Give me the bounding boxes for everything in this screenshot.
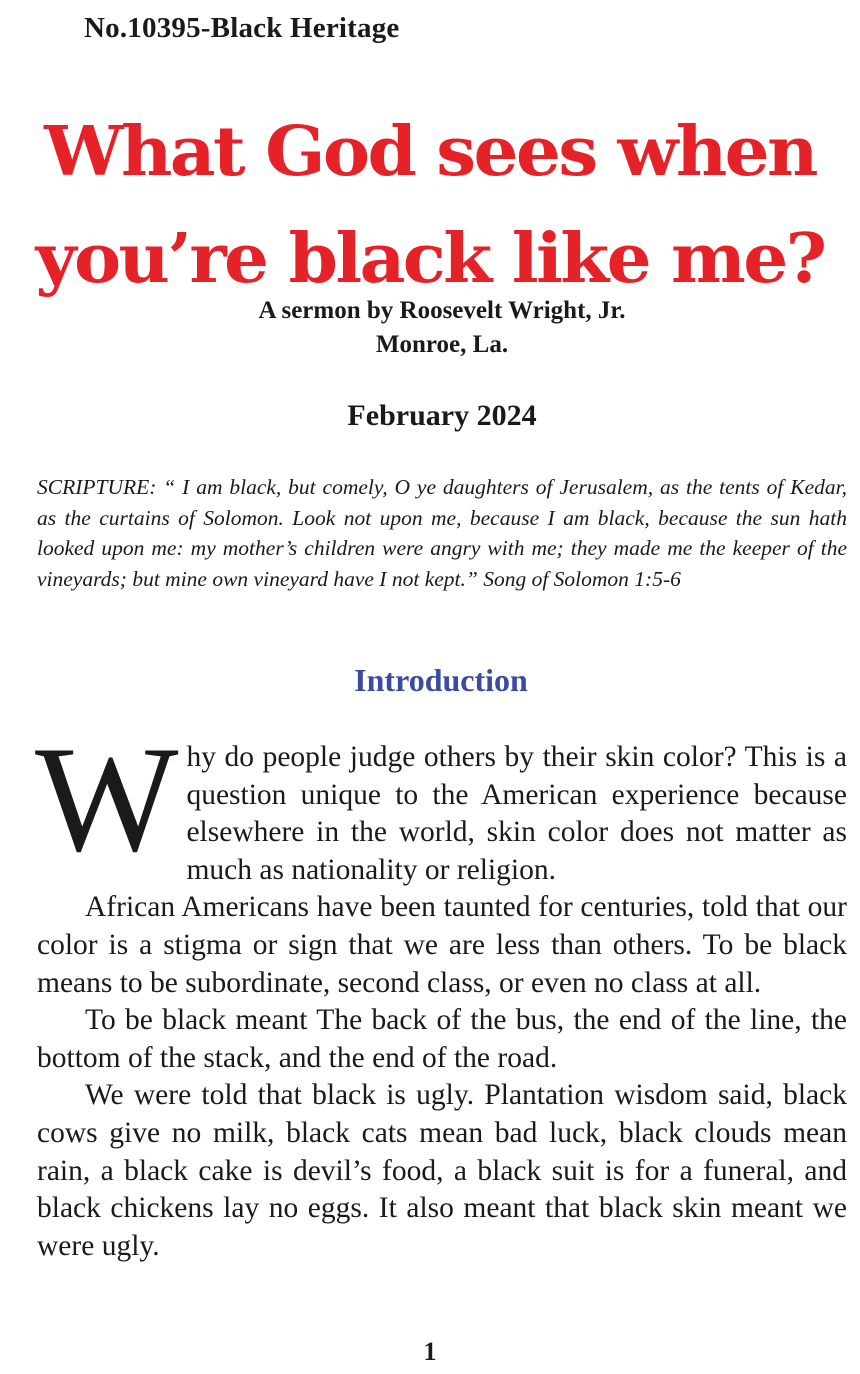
paragraph-text: hy do people judge others by their skin color? This is a question unique to the American experience because elsewhere in the world, skin color does not matter as much as nationality or religion.: [186, 741, 847, 886]
paragraph: [35, 715, 847, 889]
sermon-body: [35, 715, 847, 1265]
sermon-date: February 2024: [347, 399, 537, 432]
author-byline: A sermon by Roosevelt Wright, Jr.: [258, 297, 626, 324]
paragraph: We were told that black is ugly. Plantation wisdom said, black cows give no milk, black cats mean bad luck, black clouds mean rain, a black cake is devil’s food, a black suit is for a funeral, and black chickens lay no eggs. It also meant that black skin meant we were ugly.: [37, 1079, 847, 1262]
series-label: No.10395-Black Heritage: [84, 12, 400, 44]
paragraph: African Americans have been taunted for centuries, told that our color is a stigma or sign that we are less than others. To be black means to be subordinate, second class, or even no class at all.: [37, 891, 847, 999]
page-number: 1: [423, 1337, 437, 1366]
drop-cap: W: [35, 715, 175, 883]
title-line-1: What God sees when: [44, 112, 816, 192]
title-line-2: you’re black like me?: [35, 219, 825, 299]
scripture-passage: SCRIPTURE: “ I am black, but comely, O ye daughters of Jerusalem, as the tents of Kedar, as the curtains of Solomon. Look not upon me, because I am black, because the sun hath looked upon me: my mother’s children were angry with me; they made me the keeper of the vineyards; but mine own vineyard have I not kept.” Song of Solomon 1:5-6: [37, 475, 847, 591]
section-heading: Introduction: [354, 662, 528, 698]
author-location: Monroe, La.: [375, 331, 509, 358]
paragraph: To be black meant The back of the bus, the end of the line, the bottom of the stack, and the end of the road.: [37, 1004, 847, 1074]
